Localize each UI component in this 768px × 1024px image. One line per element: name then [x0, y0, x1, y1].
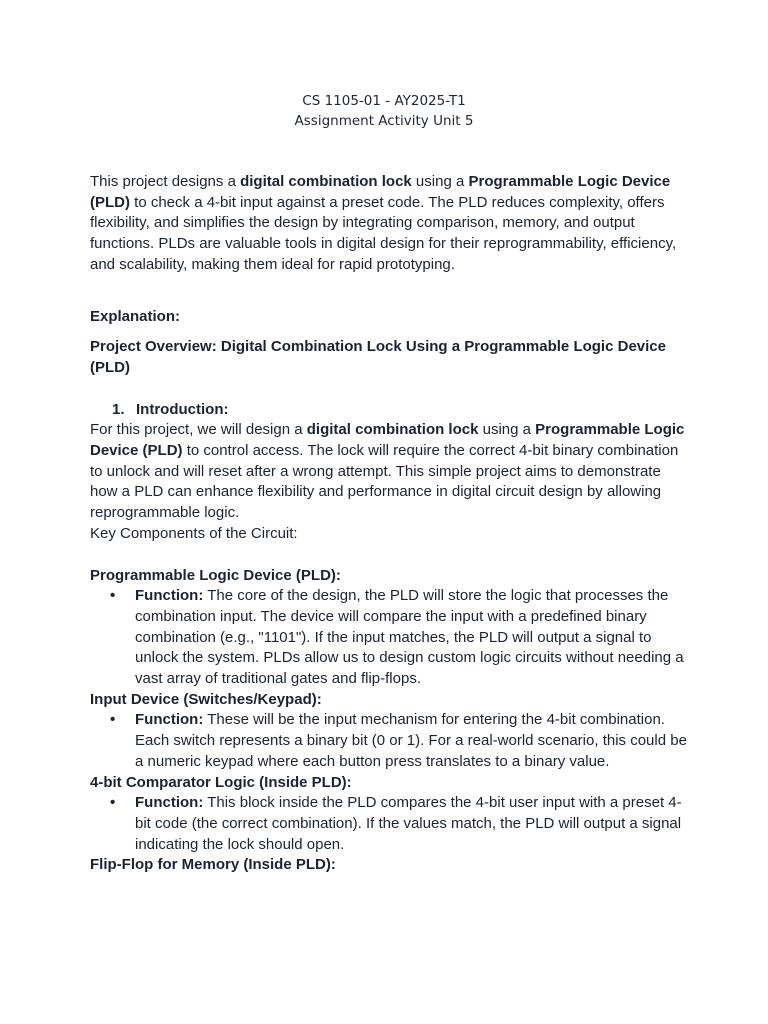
- intro-text: using a: [411, 173, 469, 190]
- document-body: [90, 172, 690, 876]
- explanation-heading: [90, 307, 690, 328]
- function-text: The core of the design, the PLD will store the logic that processes the combination input. The device will compare the input with a predefined binary combination (e.g., "1101"). If the input matches, the PLD will output a signal to unlock the system. PLDs allow us to design custom logic circuits without needing a vast array of traditional gates and flip-flops.: [135, 587, 684, 688]
- function-text: These will be the input mechanism for entering the 4-bit combination. Each switch represents a binary bit (0 or 1). For a real-world scenario, this could be a numeric keypad where each button press translates to a binary value.: [135, 711, 687, 770]
- component-heading-comparator: [90, 773, 690, 794]
- section-text: to control access. The lock will require the correct 4-bit binary combination to unlock and will reset after a wrong attempt. This simple project aims to demonstrate how a PLD can enhance flexibility and performance in digital circuit design by allowing reprogrammable logic.: [90, 442, 679, 522]
- section-bold: Programmable Logic Device (PLD): [90, 421, 685, 460]
- section-heading-introduction: [90, 400, 690, 421]
- component-bullet-pld: [90, 586, 690, 690]
- intro-text: to check a 4-bit input against a preset code. The PLD reduces complexity, offers flexibility, and simplifies the design by integrating comparison, memory, and output functions. PLDs are valuable tools in digital design for their reprogrammability, efficiency, and scalability, making them ideal for rapid prototyping.: [90, 193, 677, 273]
- introduction-paragraph: [90, 420, 690, 524]
- intro-bold: digital combination lock: [240, 173, 412, 190]
- component-heading-text: 4-bit Comparator Logic (Inside PLD):: [90, 773, 352, 791]
- function-label: Function:: [135, 794, 204, 812]
- component-heading-text: Flip-Flop for Memory (Inside PLD):: [90, 856, 336, 874]
- bullet-icon: •: [110, 587, 116, 605]
- section-bold: digital combination lock: [306, 421, 479, 439]
- section-title: Introduction:: [136, 400, 229, 418]
- section-number: 1.: [112, 400, 125, 418]
- assignment-title: Assignment Activity Unit 5: [294, 113, 474, 129]
- function-label: Function:: [135, 711, 204, 729]
- overview-heading: [90, 337, 690, 378]
- key-components-label: Key Components of the Circuit:: [90, 524, 298, 542]
- explanation-heading-text: Explanation:: [90, 307, 181, 325]
- component-heading-text: Input Device (Switches/Keypad):: [90, 690, 322, 708]
- component-bullet-input: [90, 710, 690, 772]
- component-heading-flipflop: [90, 855, 690, 876]
- course-code: CS 1105-01 - AY2025-T1: [302, 93, 466, 109]
- intro-bold: Programmable Logic Device (PLD): [90, 173, 671, 211]
- intro-text: This project designs a: [90, 173, 241, 190]
- overview-heading-text: Project Overview: Digital Combination Lock Using a Programmable Logic Device (PLD): [90, 338, 666, 376]
- section-text: using a: [478, 421, 536, 439]
- component-bullet-comparator: [90, 793, 690, 855]
- component-heading-text: Programmable Logic Device (PLD):: [90, 566, 341, 584]
- bullet-icon: •: [110, 711, 116, 729]
- bullet-icon: •: [110, 794, 116, 812]
- intro-paragraph: [90, 172, 690, 276]
- component-heading-pld: [90, 566, 690, 587]
- function-text: This block inside the PLD compares the 4-bit user input with a preset 4-bit code (the correct combination). If the values match, the PLD will output a signal indicating the lock should open.: [135, 794, 682, 853]
- component-heading-input: [90, 690, 690, 711]
- function-label: Function:: [135, 587, 204, 605]
- section-text: For this project, we will design a: [90, 421, 307, 439]
- document-header: [0, 91, 768, 131]
